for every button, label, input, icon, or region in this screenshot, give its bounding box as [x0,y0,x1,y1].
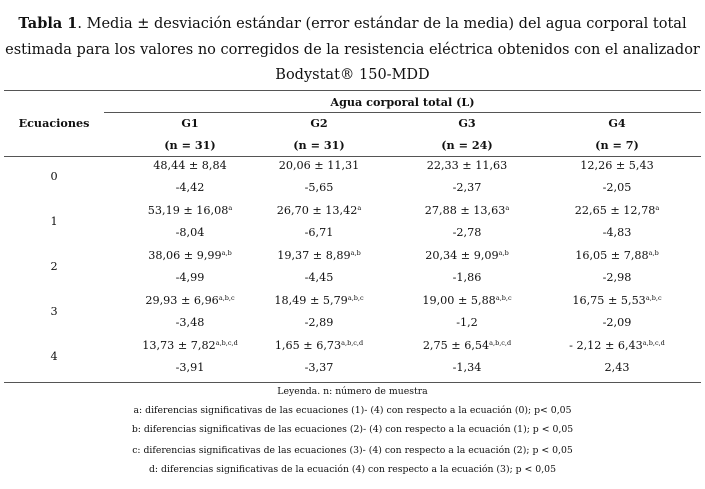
mean-sd-cell [244,294,394,308]
group-name-g1: G1 [181,116,199,130]
mean-sd-cell [244,159,394,173]
standard-error-cell: 2,43 [604,361,630,374]
significance-marker: a [228,204,233,212]
mean-sd-cell [244,339,394,353]
significance-marker: a,b,c,d [489,339,512,347]
caption-line-2: estimada para los valores no corregidos de la resistencia eléctrica obtenidos con el analizador [5,42,700,58]
significance-marker: a [655,204,660,212]
standard-error-cell: -8,04 [175,226,205,239]
mean-sd-cell [392,339,542,353]
significance-marker: a,b,c [218,294,235,302]
standard-error-cell: -2,78 [452,226,482,239]
standard-error-cell: -3,48 [175,316,205,329]
group-n-g4: (n = 7) [595,138,639,152]
mean-sd-value: - 2,12 ± 6,43 [569,339,643,352]
equation-label-4: 4 [50,350,58,363]
mean-sd-cell [244,204,394,218]
standard-error-cell: -1,2 [456,316,478,329]
standard-error-cell: -3,37 [304,361,334,374]
significance-marker: a,b [350,249,361,257]
mean-sd-cell [542,339,692,353]
standard-error-cell: -6,71 [304,226,334,239]
standard-error-cell: -2,89 [304,316,334,329]
mean-sd-cell [115,204,265,218]
standard-error-cell: -4,42 [175,181,205,194]
mean-sd-value: 13,73 ± 7,82 [142,339,216,352]
mean-sd-cell [115,294,265,308]
mean-sd-cell [244,249,394,263]
group-n-g1: (n = 31) [164,138,216,152]
significance-marker: a,b [221,249,232,257]
significance-marker: a [357,204,362,212]
significance-marker: a,b [498,249,509,257]
legend-note: c: diferencias significativas de las ecuaciones (3)- (4) con respecto a la ecuación (2); p < 0,05 [132,445,573,456]
standard-error-cell: -3,91 [175,361,205,374]
group-header-rule [104,112,701,113]
mean-sd-cell [542,294,692,308]
group-name-g4: G4 [608,116,626,130]
standard-error-cell: -5,65 [304,181,334,194]
significance-marker: a [505,204,510,212]
significance-marker: a,b,c,d [341,339,364,347]
mean-sd-value: 20,34 ± 9,09 [425,249,499,262]
mean-sd-value: 19,00 ± 5,88 [422,294,496,307]
mean-sd-value: 2,75 ± 6,54 [422,339,490,352]
standard-error-cell: -4,45 [304,271,334,284]
standard-error-cell: -2,98 [602,271,632,284]
significance-marker: a,b,c,d [215,339,238,347]
mean-sd-value: 16,75 ± 5,53 [572,294,646,307]
significance-marker: a,b,c [645,294,662,302]
mean-sd-value: 18,49 ± 5,79 [274,294,348,307]
standard-error-cell: -2,05 [602,181,632,194]
group-n-g3: (n = 24) [441,138,493,152]
caption-line-3: Bodystat® 150-MDD [275,67,430,83]
mean-sd-cell [392,204,542,218]
equation-label-3: 3 [50,305,58,318]
group-name-g2: G2 [310,116,328,130]
mean-sd-cell [392,249,542,263]
legend-note: a: diferencias significativas de las ecuaciones (1)- (4) con respecto a la ecuación (0); p< 0,05 [133,405,572,416]
table-caption [0,12,705,36]
significance-marker: a,b,c [347,294,364,302]
mean-sd-cell [542,159,692,173]
mean-sd-value: 22,33 ± 11,63 [426,159,508,172]
legend-note: b: diferencias significativas de las ecuaciones (2)- (4) con respecto a la ecuación (1); p < 0,05 [131,424,574,435]
equation-label-2: 2 [50,260,58,273]
table-bottom-rule [4,382,701,383]
legend-title: Leyenda. n: número de muestra [277,386,428,397]
header-bottom-rule [4,156,701,157]
group-name-g3: G3 [458,116,476,130]
mean-sd-value: 12,26 ± 5,43 [580,159,654,172]
mean-sd-value: 53,19 ± 16,08 [147,204,229,217]
group-header: Agua corporal total (L) [330,95,475,109]
equation-label-1: 1 [50,215,58,228]
standard-error-cell: -2,09 [602,316,632,329]
standard-error-cell: -1,34 [452,361,482,374]
mean-sd-value: 22,65 ± 12,78 [574,204,656,217]
standard-error-cell: -4,83 [602,226,632,239]
standard-error-cell: -4,99 [175,271,205,284]
mean-sd-value: 26,70 ± 13,42 [276,204,358,217]
mean-sd-cell [392,294,542,308]
mean-sd-cell [115,339,265,353]
caption-line-1: . Media ± desviación estándar (error estándar de la media) del agua corporal total [77,16,687,32]
significance-marker: a,b [648,249,659,257]
mean-sd-cell [542,249,692,263]
mean-sd-cell [115,159,265,173]
mean-sd-cell [115,249,265,263]
mean-sd-cell [392,159,542,173]
standard-error-cell: -1,86 [452,271,482,284]
legend-note: d: diferencias significativas de la ecuación (4) con respecto a la ecuación (3); p < 0,05 [148,464,557,475]
mean-sd-value: 16,05 ± 7,88 [575,249,649,262]
mean-sd-value: 38,06 ± 9,99 [148,249,222,262]
significance-marker: a,b,c,d [642,339,665,347]
significance-marker: a,b,c [495,294,512,302]
mean-sd-value: 29,93 ± 6,96 [145,294,219,307]
mean-sd-value: 19,37 ± 8,89 [277,249,351,262]
group-n-g2: (n = 31) [293,138,345,152]
standard-error-cell: -2,37 [452,181,482,194]
equation-label-0: 0 [50,170,58,183]
mean-sd-value: 20,06 ± 11,31 [278,159,360,172]
row-header: Ecuaciones [18,116,90,130]
mean-sd-value: 48,44 ± 8,84 [153,159,227,172]
mean-sd-value: 27,88 ± 13,63 [424,204,506,217]
table-top-rule [4,90,701,91]
mean-sd-cell [542,204,692,218]
caption-label: Tabla 1 [18,15,78,32]
mean-sd-value: 1,65 ± 6,73 [274,339,342,352]
